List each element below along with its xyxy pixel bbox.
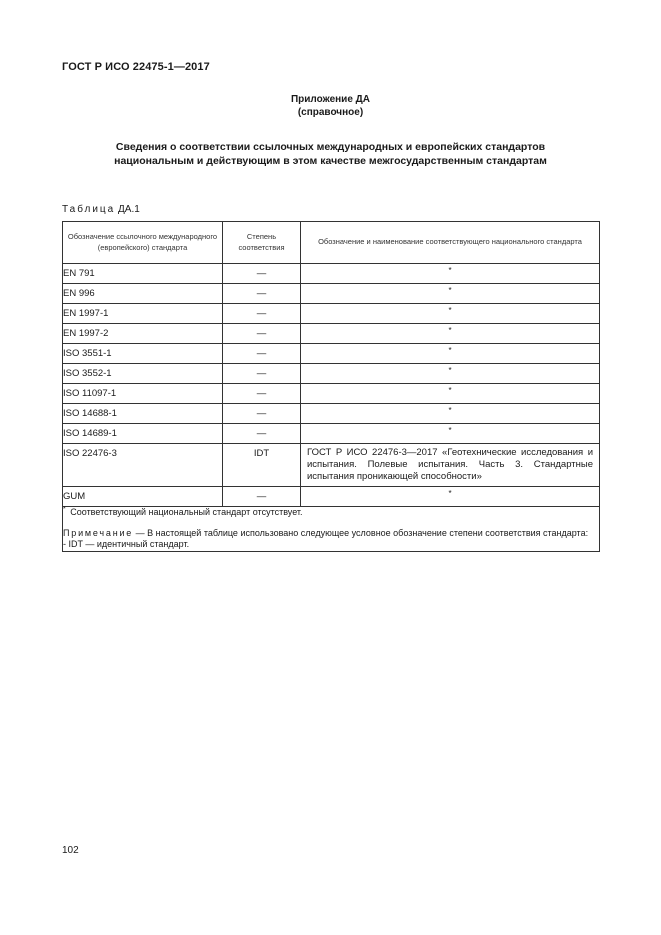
row-national-standard xyxy=(301,487,600,507)
footnote-text: Соответствующий национальный стандарт отсутствует. xyxy=(70,507,303,517)
missing-standard-marker: * xyxy=(448,346,452,355)
table-notes xyxy=(63,507,600,552)
note-label: Примечание xyxy=(63,527,134,538)
row-degree: — xyxy=(223,364,301,384)
note xyxy=(63,528,599,540)
missing-standard-marker: * xyxy=(448,266,452,275)
table-row xyxy=(63,487,600,507)
appendix-title: Приложение ДА xyxy=(290,94,371,105)
missing-standard-marker: * xyxy=(448,489,452,498)
section-heading-line-1: Сведения о соответствии ссылочных международных и европейских стандартов xyxy=(115,141,546,153)
row-national-standard xyxy=(301,404,600,424)
section-heading xyxy=(62,140,599,168)
table-header-row xyxy=(63,222,600,264)
row-degree: — xyxy=(223,487,301,507)
row-code: GUM xyxy=(63,487,223,507)
row-national-standard: ГОСТ Р ИСО 22476-3—2017 «Геотехнические исследования и испытания. Полевые испытания. Часть 3. Стандартные испытания проникающей способности» xyxy=(301,444,600,487)
note-item: - IDT — идентичный стандарт. xyxy=(63,539,190,549)
header-international-standard: Обозначение ссылочного международного (европейского) стандарта xyxy=(63,222,223,264)
row-degree: — xyxy=(223,284,301,304)
header-degree-of-conformity: Степень соответствия xyxy=(223,222,301,264)
row-national-standard xyxy=(301,384,600,404)
missing-standard-marker: * xyxy=(448,386,452,395)
table-row xyxy=(63,284,600,304)
table-row xyxy=(63,344,600,364)
header-national-standard: Обозначение и наименование соответствующего национального стандарта xyxy=(301,222,600,264)
table-row xyxy=(63,364,600,384)
note-text: — В настоящей таблице использовано следующее условное обозначение степени соответствия стандарта: xyxy=(135,527,589,538)
section-heading-line-2: национальным и действующим в этом качестве межгосударственным стандартам xyxy=(114,155,547,167)
row-degree: IDT xyxy=(223,444,301,487)
table-row xyxy=(63,304,600,324)
row-national-standard xyxy=(301,264,600,284)
row-code: ISO 11097-1 xyxy=(63,384,223,404)
row-national-standard xyxy=(301,364,600,384)
row-degree: — xyxy=(223,404,301,424)
table-row xyxy=(63,264,600,284)
row-code: EN 996 xyxy=(63,284,223,304)
table-caption xyxy=(62,204,140,215)
row-degree: — xyxy=(223,344,301,364)
footnote xyxy=(63,507,599,520)
document-code: ГОСТ Р ИСО 22475-1—2017 xyxy=(62,61,210,73)
missing-standard-marker: * xyxy=(448,366,452,375)
row-code: ISO 14689-1 xyxy=(63,424,223,444)
row-degree: — xyxy=(223,264,301,284)
table-caption-number: ДА.1 xyxy=(118,204,140,215)
row-code: ISO 14688-1 xyxy=(63,404,223,424)
row-degree: — xyxy=(223,304,301,324)
row-national-standard xyxy=(301,324,600,344)
table-row xyxy=(63,424,600,444)
row-national-standard xyxy=(301,284,600,304)
row-degree: — xyxy=(223,324,301,344)
row-code: ISO 22476-3 xyxy=(63,444,223,487)
row-code: EN 791 xyxy=(63,264,223,284)
row-code: ISO 3551-1 xyxy=(63,344,223,364)
row-degree: — xyxy=(223,384,301,404)
row-code: ISO 3552-1 xyxy=(63,364,223,384)
table-footer-row xyxy=(63,507,600,552)
row-code: EN 1997-2 xyxy=(63,324,223,344)
missing-standard-marker: * xyxy=(448,306,452,315)
missing-standard-marker: * xyxy=(448,286,452,295)
missing-standard-marker: * xyxy=(448,406,452,415)
row-national-standard xyxy=(301,424,600,444)
table-caption-label: Таблица xyxy=(62,204,116,215)
missing-standard-marker: * xyxy=(448,326,452,335)
table-row xyxy=(63,444,600,487)
row-degree: — xyxy=(223,424,301,444)
row-national-standard xyxy=(301,344,600,364)
row-national-standard xyxy=(301,304,600,324)
table-row xyxy=(63,384,600,404)
row-code: EN 1997-1 xyxy=(63,304,223,324)
table-row xyxy=(63,324,600,344)
appendix-title-block xyxy=(0,93,661,119)
appendix-subtitle: (справочное) xyxy=(297,107,364,118)
table-row xyxy=(63,404,600,424)
standards-table xyxy=(62,221,600,552)
footnote-marker: * xyxy=(63,506,66,513)
missing-standard-marker: * xyxy=(448,426,452,435)
page-number: 102 xyxy=(62,845,79,856)
